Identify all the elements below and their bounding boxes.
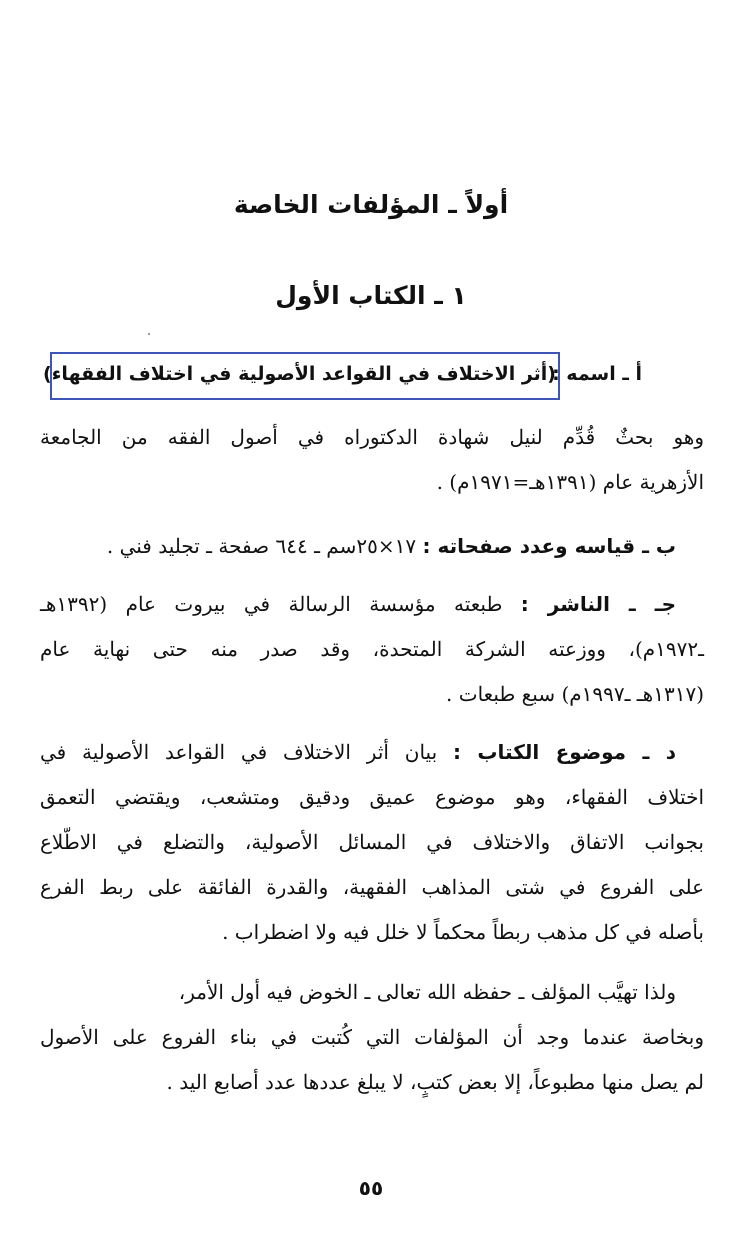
size-line (107, 534, 676, 558)
closing-line-1: ولذا تهيَّب المؤلف ـ حفظه الله تعالى ـ الخوض فيه أول الأمر، (178, 980, 676, 1004)
publisher-line-2: ـ١٩٧٢م)، ووزعته الشركة المتحدة، وقد صدر منه حتى نهاية عام (40, 637, 704, 661)
research-line-1: وهو بحثٌ قُدِّم لنيل شهادة الدكتوراه في أصول الفقه من الجامعة (40, 425, 704, 449)
name-entry (43, 363, 642, 386)
research-line-2: الأزهرية عام (١٣٩١هـ=١٩٧١م) . (436, 470, 704, 494)
subject-line-5: بأصله في كل مذهب ربطاً محكماً لا خلل فيه ولا اضطراب . (222, 920, 704, 944)
subject-text-1: بيان أثر الاختلاف في القواعد الأصولية في (40, 740, 438, 764)
section-heading: أولاً ـ المؤلفات الخاصة (233, 190, 509, 219)
subject-line-3: بجوانب الاتفاق والاختلاف في المسائل الأصولية، والتضلع في الاطّلاع (40, 830, 704, 854)
subject-line-1 (40, 740, 676, 764)
publisher-text-1: طبعته مؤسسة الرسالة في بيروت عام (١٣٩٢هـ (40, 592, 503, 616)
book-heading: ١ ـ الكتاب الأول (275, 281, 467, 310)
publisher-label: جـ ـ الناشر : (520, 592, 677, 616)
closing-line-3: لم يصل منها مطبوعاً، إلا بعض كتبٍ، لا يبلغ عددها عدد أصابع اليد . (166, 1070, 704, 1094)
scan-speck (148, 333, 150, 335)
publisher-line-1 (40, 592, 676, 616)
size-label: ب ـ قياسه وعدد صفحاته : (422, 534, 676, 558)
name-label: أ ـ اسمه : (552, 363, 642, 385)
name-value: (أثر الاختلاف في القواعد الأصولية في اختلاف الفقهاء) (43, 363, 556, 385)
closing-line-2: وبخاصة عندما وجد أن المؤلفات التي كُتبت في بناء الفروع على الأصول (40, 1025, 704, 1049)
publisher-line-3: (١٣١٧هـ ـ١٩٩٧م) سبع طبعات . (446, 682, 704, 706)
size-value: ١٧×٢٥سم ـ ٦٤٤ صفحة ـ تجليد فني . (106, 534, 417, 558)
subject-line-2: اختلاف الفقهاء، وهو موضوع عميق ودقيق ومتشعب، ويقتضي التعمق (40, 785, 704, 809)
subject-label: د ـ موضوع الكتاب : (453, 740, 677, 764)
page-number: ٥٥ (358, 1176, 384, 1200)
subject-line-4: على الفروع في شتى المذاهب الفقهية، والقدرة الفائقة على ربط الفرع (40, 875, 704, 899)
